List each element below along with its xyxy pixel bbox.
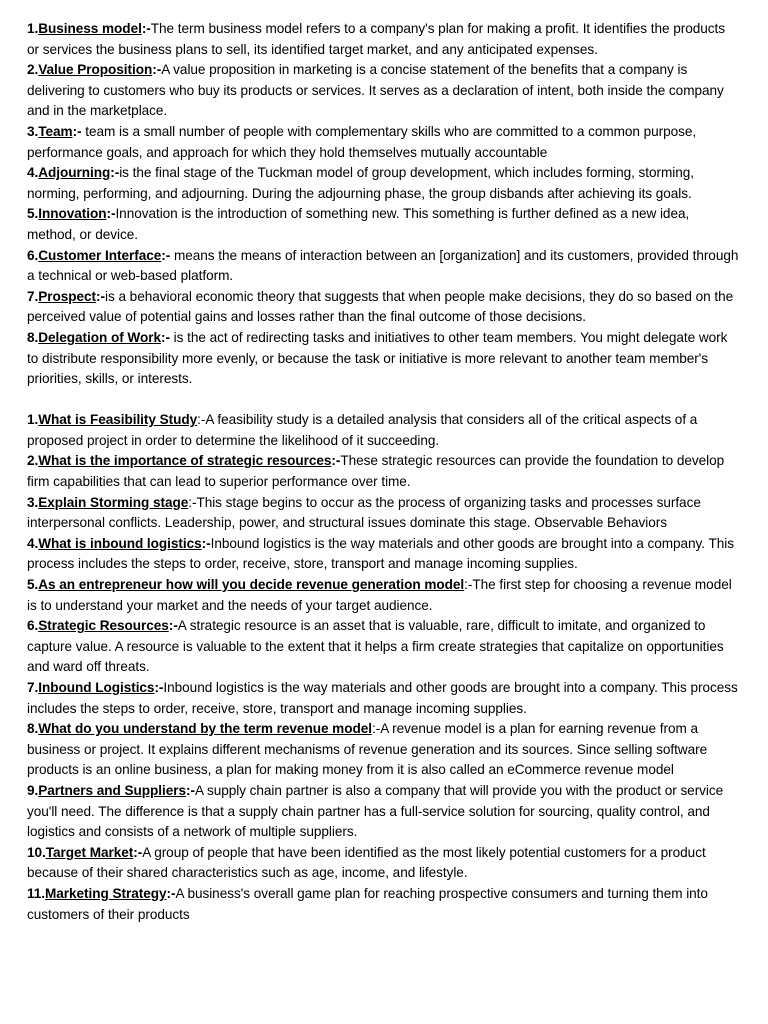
entry-separator: :- [133,844,143,860]
definition-entry [27,843,740,884]
entry-term: Inbound Logistics [38,680,155,695]
definitions-section-1 [27,19,740,390]
definition-entry [27,163,740,204]
definition-entry [27,678,740,719]
entry-definition: A strategic resource is an asset that is valuable, rare, difficult to imitate, and organized to capture value. A resource is valuable to the extent that it helps a firm create strategies that capitalize on opportunities and ward off threats. [27,618,724,675]
entry-term: What is inbound logistics [38,535,202,551]
entry-number: 8. [27,721,39,737]
entry-definition: is the act of redirecting tasks and initiatives to other team members. You might delegate work to distribute responsibility more evenly, or because the task or initiative is more relevant to another team member's priorities, skills, or interests. [27,329,728,387]
entry-term: What is the importance of strategic resources [38,453,332,469]
entry-separator: :- [371,721,381,737]
definition-entry [27,493,740,534]
entry-separator: :- [154,680,164,695]
entry-number: 4. [27,535,39,551]
entry-term: Delegation of Work [38,329,161,345]
entry-separator: :- [96,288,105,304]
definition-entry [27,204,740,245]
entry-term: Prospect [38,288,97,304]
entry-definition: means the means of interaction between an [organization] and its customers, provided through a technical or web-based platform. [27,247,739,284]
entry-number: 4. [27,165,39,181]
entry-separator: :- [152,62,162,78]
definition-entry [27,534,740,575]
entry-number: 1. [27,412,39,428]
entry-definition: A supply chain partner is also a company that will provide you with the product or service you'll need. The difference is that a supply chain partner has a full-service solution for sourcing, quality control, and logistics and consists of a network of multiple suppliers. [27,782,724,840]
entry-separator: :- [197,412,206,428]
entry-term: What is Feasibility Study [38,412,198,428]
definition-entry [27,60,740,122]
entry-definition: A feasibility study is a detailed analysis that considers all of the critical aspects of a proposed project in order to determine the likelihood of it succeeding. [27,412,698,448]
definition-entry [27,884,740,925]
entry-number: 1. [27,21,39,36]
entry-number: 6. [27,618,39,634]
entry-number: 5. [27,206,39,222]
entry-definition: Inbound logistics is the way materials and other goods are brought into a company. This process includes the steps to order, receive, store, transport and manage incoming supplies. [27,535,734,572]
definition-entry [27,122,740,163]
entry-number: 9. [27,782,39,798]
entry-definition: team is a small number of people with complementary skills who are committed to a common purpose, performance goals, and approach for which they hold themselves mutually accountable [27,123,697,160]
entry-term: What do you understand by the term revenue model [38,721,372,737]
entry-term: Adjourning [38,165,111,181]
entry-number: 2. [27,453,39,469]
definitions-section-2 [27,410,740,925]
entry-definition: is the final stage of the Tuckman model of group development, which includes forming, storming, norming, performing, and adjourning. During the adjourning phase, the group disbands after achieving its goals. [27,165,695,201]
entry-separator: :- [110,165,120,181]
entry-definition: A business's overall game plan for reaching prospective consumers and turning them into customers of their products [27,885,708,922]
definition-entry [27,719,740,781]
entry-term: Innovation [38,206,107,222]
entry-term: Explain Storming stage [38,494,189,510]
entry-term: Marketing Strategy [45,885,167,901]
entry-separator: :- [185,782,195,798]
entry-definition: Innovation is the introduction of something new. This something is further defined as a new idea, method, or device. [27,206,690,242]
entry-definition: is a behavioral economic theory that suggests that when people make decisions, they do so based on the perceived value of potential gains and losses rather than the final outcome of those decisions. [27,288,734,325]
entry-number: 2. [27,62,39,78]
entry-term: Target Market [45,844,134,860]
entry-term: Business model [38,21,142,36]
entry-number: 8. [27,329,39,345]
entry-separator: :- [188,494,197,510]
definition-entry [27,246,740,287]
entry-number: 10. [27,844,46,860]
definition-entry [27,19,740,60]
definition-entry [27,616,740,678]
definition-entry [27,287,740,328]
entry-separator: :- [160,329,170,345]
entry-separator: :- [201,535,211,551]
entry-term: Strategic Resources [38,618,169,634]
entry-separator: :- [161,247,171,263]
definition-entry [27,575,740,616]
entry-term: Customer Interface [38,247,162,263]
entry-number: 5. [27,577,39,593]
entry-separator: :- [168,618,178,634]
definition-entry [27,410,740,451]
entry-definition: Inbound logistics is the way materials and other goods are brought into a company. This process includes the steps to order, receive, store, transport and manage incoming supplies. [27,680,738,716]
entry-number: 7. [27,680,39,695]
entry-separator: :- [72,123,82,139]
definition-entry [27,781,740,843]
entry-separator: :- [331,453,341,469]
entry-term: Partners and Suppliers [38,782,186,798]
definition-entry [27,451,740,492]
entry-term: Value Proposition [38,62,153,78]
entry-definition: A value proposition in marketing is a concise statement of the benefits that a company is delivering to customers who buy its products or services. It serves as a declaration of intent, both inside the company and in the marketplace. [27,62,724,119]
entry-definition: This stage begins to occur as the process of organizing tasks and processes surface interpersonal conflicts. Leadership, power, and structural issues dominate this stage. Observable Behaviors [27,494,701,531]
entry-definition: These strategic resources can provide the foundation to develop firm capabilities that can lead to superior performance over time. [27,453,725,490]
entry-term: Team [38,123,73,139]
entry-number: 11. [27,885,45,901]
entry-separator: :- [141,21,151,36]
entry-separator: :- [464,577,473,593]
entry-separator: :- [166,885,176,901]
entry-separator: :- [106,206,116,222]
entry-number: 3. [27,494,39,510]
entry-definition: A revenue model is a plan for earning revenue from a business or project. It explains different mechanisms of revenue generation and its sources. Since selling software products is an online business, a plan for making money from it is also called an eCommerce revenue model [27,721,708,778]
definition-entry [27,328,740,390]
entry-number: 3. [27,123,39,139]
entry-definition: The term business model refers to a company's plan for making a profit. It identifies the products or services the business plans to sell, its identified target market, and any anticipated expenses. [27,21,725,57]
entry-number: 6. [27,247,39,263]
entry-definition: A group of people that have been identified as the most likely potential customers for a product because of their shared characteristics such as age, income, and lifestyle. [27,844,706,881]
entry-term: As an entrepreneur how will you decide revenue generation model [38,577,465,593]
entry-definition: The first step for choosing a revenue model is to understand your market and the needs of your target audience. [27,577,732,613]
entry-number: 7. [27,288,39,304]
